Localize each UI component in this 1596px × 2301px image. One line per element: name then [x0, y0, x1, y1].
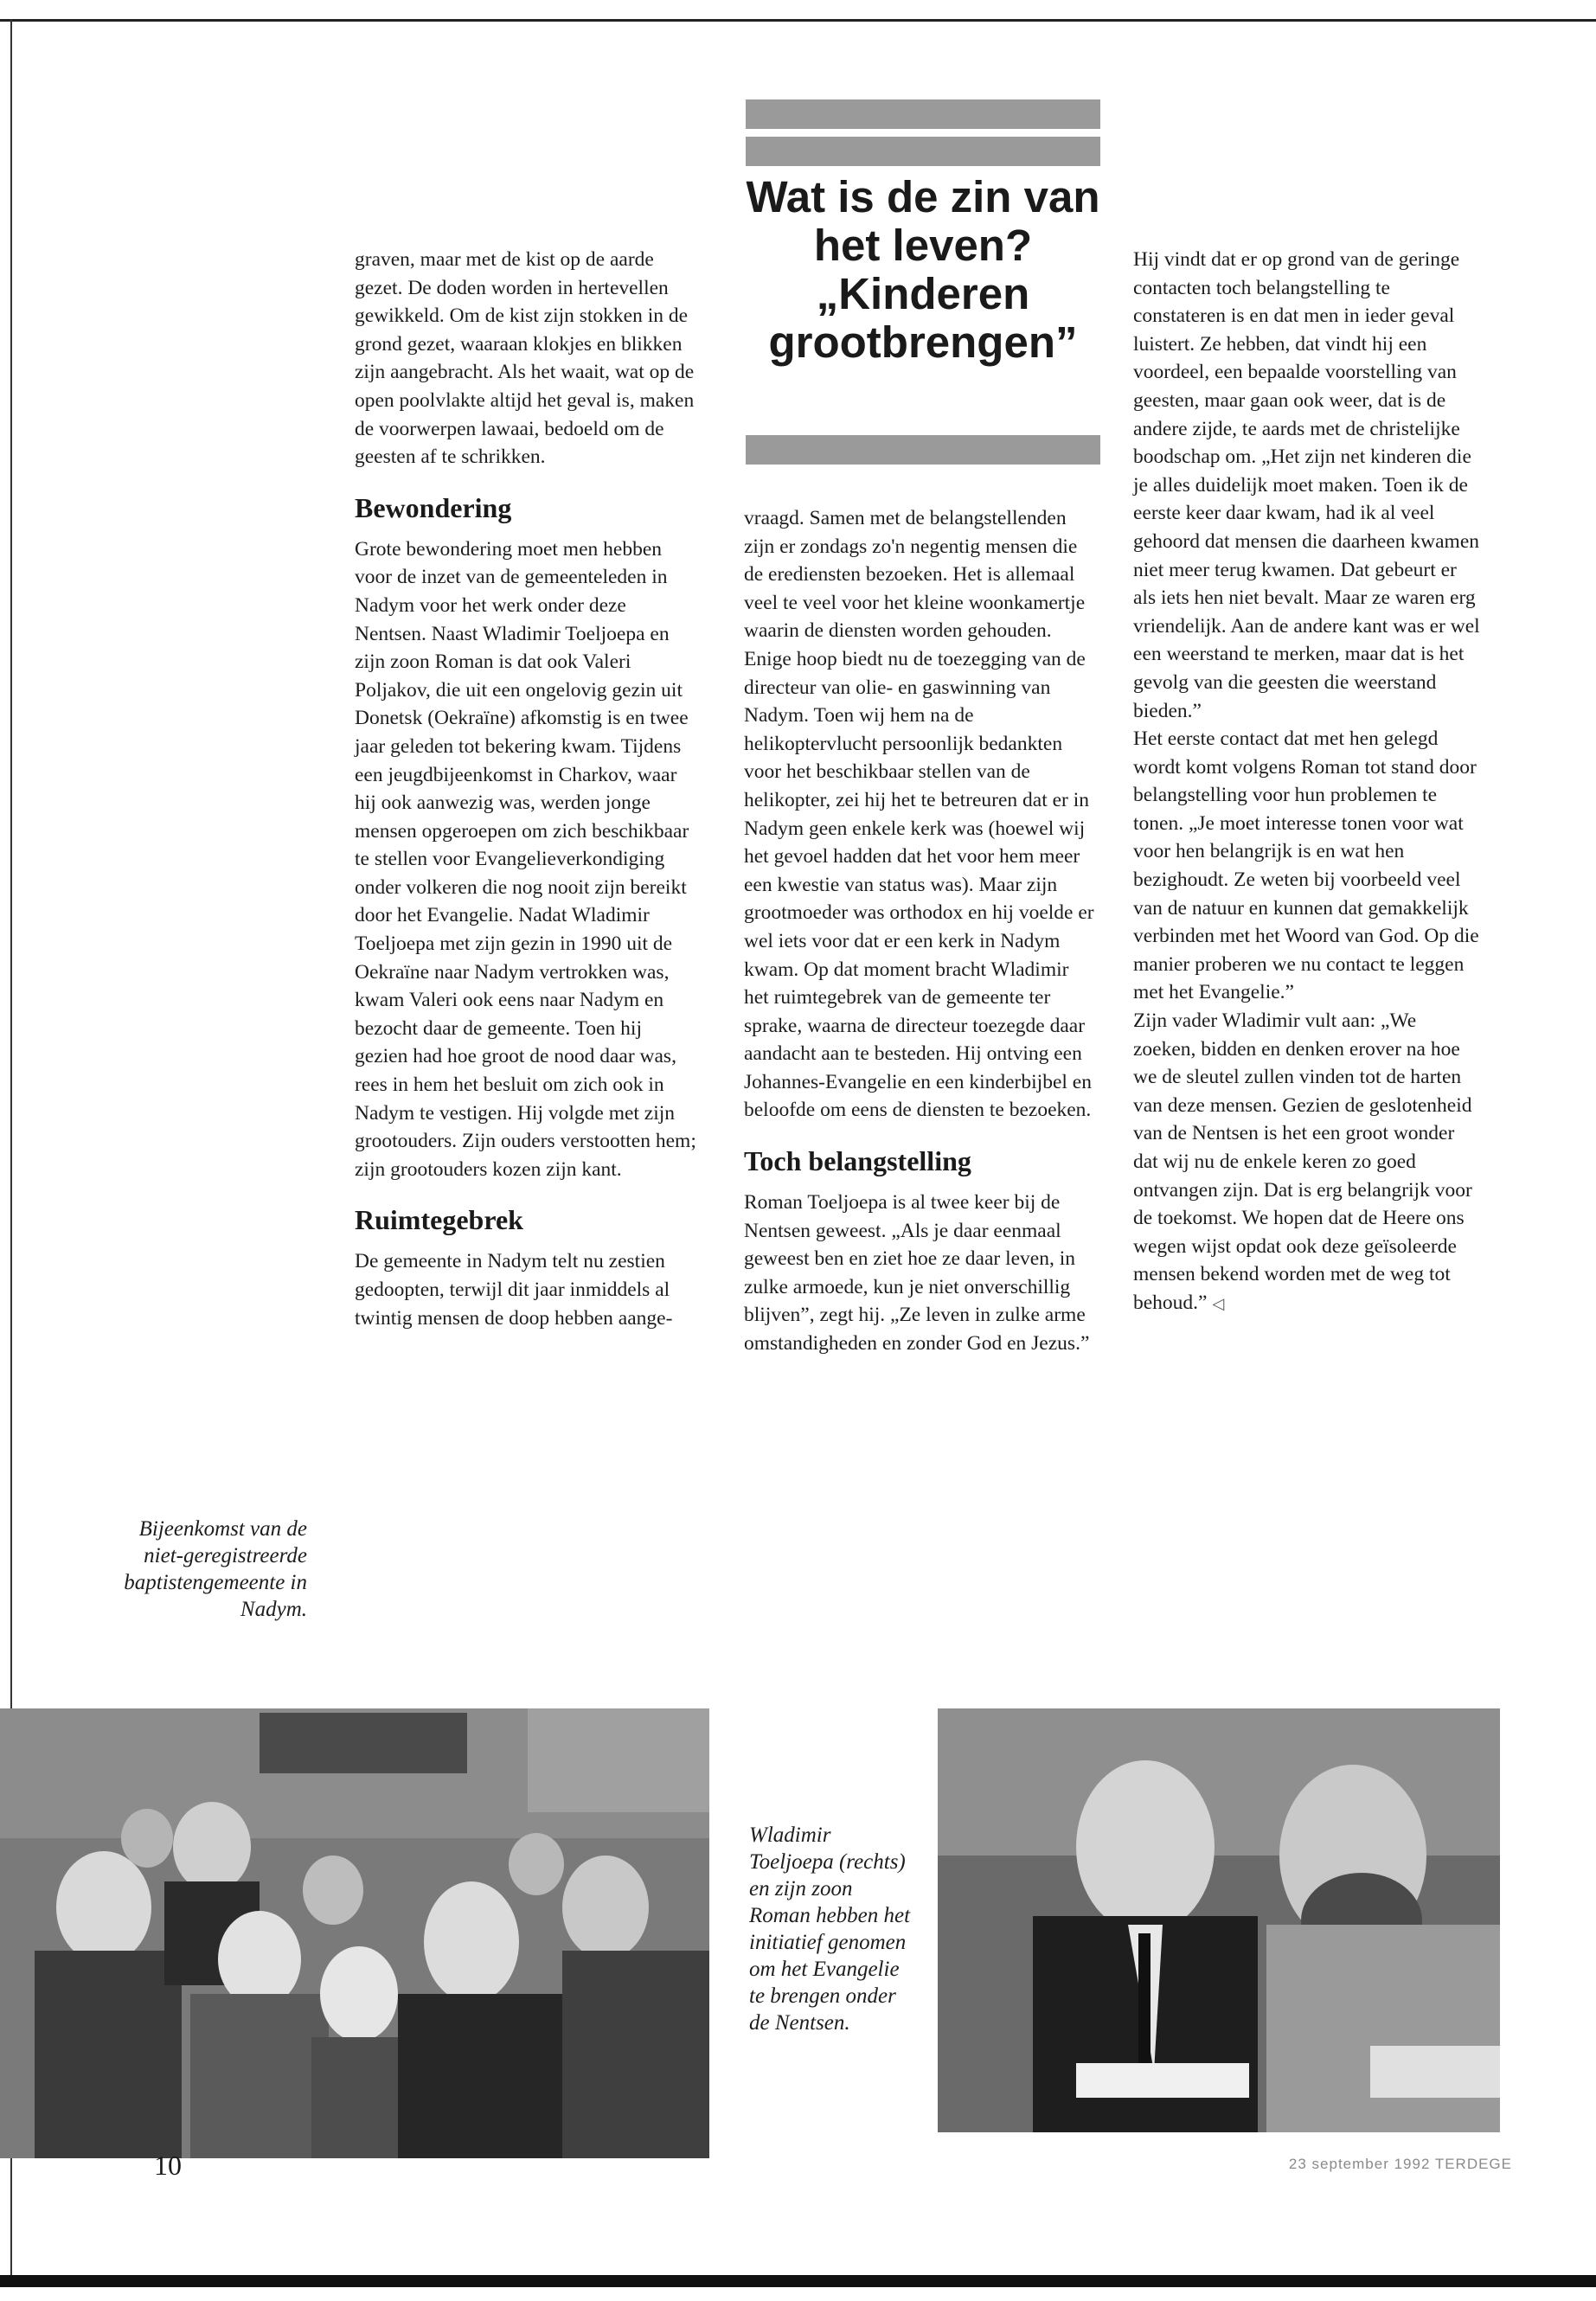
- column1-paragraph-1: Grote bewondering moet men hebben voor de inzet van de gemeenteleden in Nadym voor het werk onder deze Nentsen. Naast Wladimir Toeljoepa en zijn zoon Roman is dat ook Valeri Poljakov, die uit een ongelovig gezin uit Donetsk (Oekraïne) afkomstig is en twee jaar geleden tot bekering kwam. Tijdens een jeugdbijeenkomst in Charkov, waar hij ook aanwezig was, werden jonge mensen opgeroepen om zich beschikbaar te stellen voor Evangelieverkondiging onder volkeren die nog nooit zijn bereikt door het Evangelie. Nadat Wladimir Toeljoepa met zijn gezin in 1990 uit de Oekraïne naar Nadym vertrokken was, kwam Valeri ook eens naar Nadym en bezocht daar de gemeente. Toen hij gezien had hoe groot de nood daar was, rees in hem het besluit om zich ook in Nadym te vestigen. Hij volgde met zijn grootouders. Zijn ouders verstootten hem; zijn grootouders kozen zijn kant.: [355, 537, 696, 1181]
- toeljoepa-photo: [938, 1708, 1500, 2132]
- congregation-photo: [0, 1708, 709, 2158]
- column2-paragraph-2: Enige hoop biedt nu de toezegging van de directeur van olie- en gaswinning van Nadym. Toen wij hem na de helikoptervlucht persoonlijk bedankten voor het beschikbaar stellen van de helikopter, zei hij het te betreuren dat er in Nadym geen enkele kerk was (hoewel wij het gevoel hadden dat het voor hem meer een kwestie van status was). Maar zijn grootmoeder was orthodox en hij voelde er wel iets voor dat er een kerk in Nadym kwam. Op dat moment bracht Wladimir het ruimtegebrek van de gemeente ter sprake, waarna de directeur toezegde daar aandacht aan te besteden. Hij ontving een Johannes-Evangelie en een kinderbijbel en beloofde om eens de diensten te bezoeken.: [744, 647, 1094, 1122]
- column2-paragraph-3: Roman Toeljoepa is al twee keer bij de Nentsen geweest. „Als je daar eenmaal geweest ben en ziet hoe ze daar leven, in zulke armoede, kun je niet onverschillig blijven”, zegt hij. „Ze leven in zulke arme omstandigheden en zonder God en Jezus.”: [744, 1191, 1090, 1356]
- column3-paragraph-2: Het eerste contact dat met hen gelegd wordt komt volgens Roman tot stand door belangstelling voor hun problemen te tonen. „Je moet interesse tonen voor wat voor hen belangrijk is en wat hen bezighoudt. Ze weten bij voorbeeld veel van de natuur en kunnen dat gemakkelijk verbinden met het Woord van God. Op die manier proberen we nu contact te leggen met het Evangelie.”: [1133, 727, 1479, 1004]
- column1-intro: graven, maar met de kist op de aarde gezet. De doden worden in hertevellen gewikkeld. Om de kist zijn stokken in de grond gezet, waaraan klokjes en blikken zijn aangebracht. Als het waait, wat op de open poolvlakte altijd het geval is, maken de voorwerpen lawaai, bedoeld om de geesten af te schrikken.: [355, 248, 695, 469]
- headline-bar-top-2: [746, 137, 1100, 166]
- subhead-bewondering: Bewondering: [355, 491, 512, 523]
- column3-paragraph-3: [1133, 1007, 1484, 1318]
- column2-paragraph-1: vraagd. Samen met de belangstellenden zijn er zondags zo'n negentig mensen die de erediensten bezoeken. Het is allemaal veel te veel voor het kleine woonkamertje waarin de diensten worden gehouden.: [744, 507, 1086, 643]
- text-column-1: [355, 246, 696, 1332]
- congregation-photo-image: [0, 1708, 709, 2158]
- column3-paragraph-3-text: Zijn vader Wladimir vult aan: „We zoeken, bidden en denken erover na hoe we de sleutel zullen vinden tot de harten van deze mensen. Gezien de geslotenheid van de Nentsen is het een groot wonder dat wij nu de enkele keren zo goed ontvangen zijn. Dat is erg belangrijk voor de toekomst. We hopen dat de Heere ons wegen wijst opdat ook deze geïsoleerde mensen bekend worden met de weg tot behoud.”: [1133, 1009, 1472, 1314]
- bottom-border-rule: [0, 2275, 1596, 2287]
- subhead-ruimtegebrek: Ruimtegebrek: [355, 1204, 523, 1236]
- page-number: 10: [154, 2150, 182, 2181]
- headline-line-1: Wat is de zin van: [746, 172, 1100, 221]
- top-border-rule: [0, 19, 1596, 22]
- headline-bar-top-1: [746, 99, 1100, 129]
- toeljoepa-photo-image: [938, 1708, 1500, 2132]
- text-column-2: [744, 504, 1099, 1358]
- column3-paragraph-1: Hij vindt dat er op grond van de geringe contacten toch belangstelling te constateren is en dat men in ieder geval luistert. Ze hebben, dat vindt hij een voordeel, een bepaalde voorstelling van geesten, maar gaan ook weer, dat is de andere zijde, te aards met de christelijke boodschap om. „Het zijn net kinderen die je alles duidelijk moet maken. Toen ik de eerste keer daar kwam, had ik al veel gehoord dat mensen die daarheen kwamen niet meer terug kwamen. Dat gebeurt er als iets hen niet bevalt. Maar ze waren erg vriendelijk. Aan de andere kant was er wel een weerstand te merken, maar dat is het gevolg van die geesten die weerstand bieden.”: [1133, 248, 1480, 722]
- end-of-article-icon: ◁: [1212, 1294, 1225, 1312]
- text-column-3: [1133, 246, 1484, 1318]
- photo-caption-toeljoepa: Wladimir Toeljoepa (rechts) en zijn zoon Roman hebben het initiatief genomen om het Evangelie te brengen onder de Nentsen.: [749, 1823, 911, 2035]
- headline-line-2: het leven?: [813, 221, 1033, 270]
- headline-line-3: „Kinderen: [816, 269, 1030, 318]
- article-headline: [735, 173, 1111, 367]
- issue-date-footer: 23 september 1992 TERDEGE: [1288, 2156, 1512, 2172]
- photo-caption-congregation: Bijeenkomst van de niet-geregistreerde baptistengemeente in Nadym.: [124, 1517, 307, 1621]
- headline-bar-bottom: [746, 435, 1100, 465]
- column1-paragraph-2: De gemeente in Nadym telt nu zestien gedoopten, terwijl dit jaar inmiddels al twintig mensen de doop hebben aange-: [355, 1250, 673, 1330]
- subhead-toch-belangstelling: Toch belangstelling: [744, 1145, 971, 1177]
- headline-line-4: grootbrengen”: [768, 317, 1078, 367]
